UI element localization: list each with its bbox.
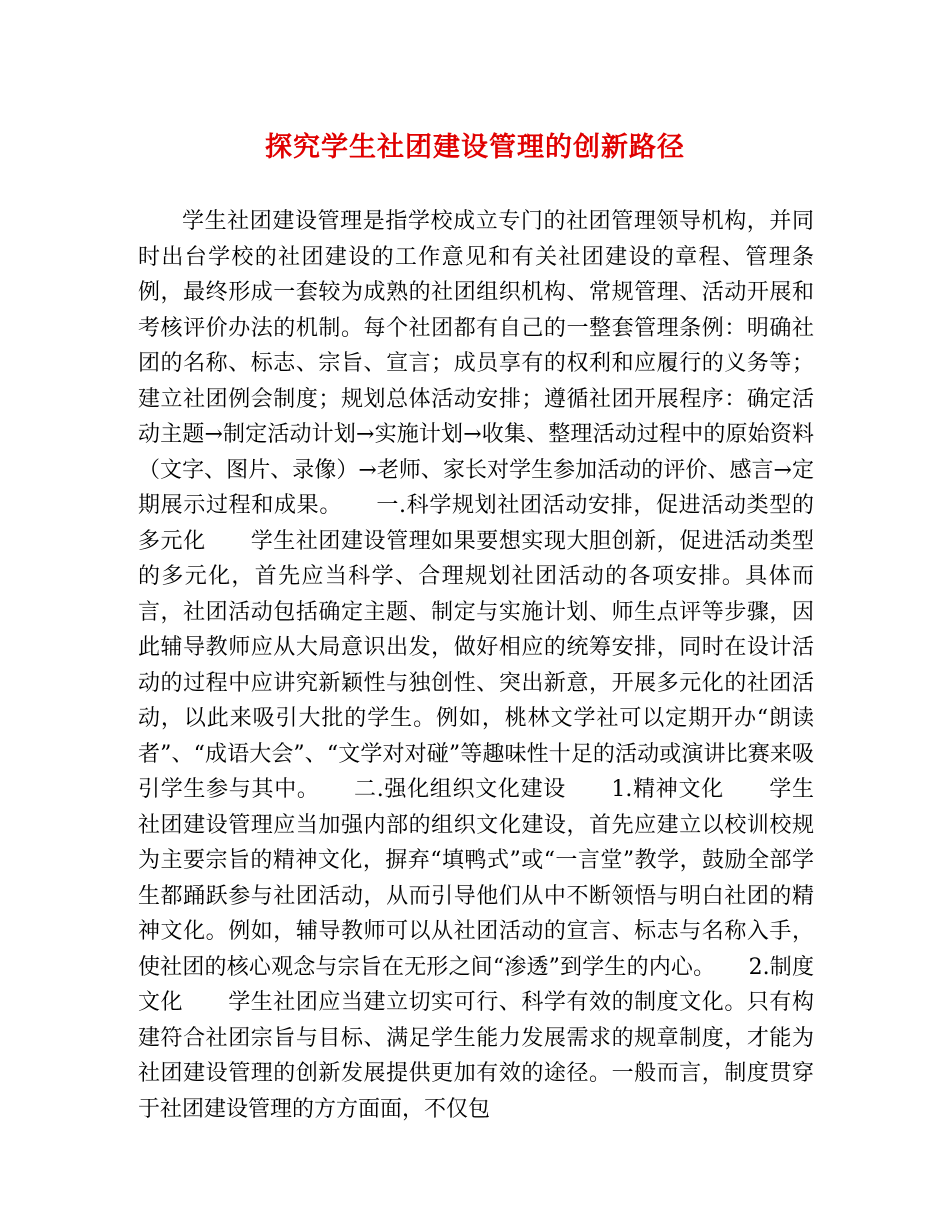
document-title: 探究学生社团建设管理的创新路径	[265, 132, 685, 163]
document-body-paragraph: 学生社团建设管理是指学校成立专门的社团管理领导机构，并同时出台学校的社团建设的工作意见和有关社团建设的章程、管理条例，最终形成一套较为成熟的社团组织机构、常规管理、活动开展和考核评价办法的机制。每个社团都有自己的一整套管理条例：明确社团的名称、标志、宗旨、宣言；成员享有的权利和应履行的义务等；建立社团例会制度；规划总体活动安排；遵循社团开展程序：确定活动主题→制定活动计划→实施计划→收集、整理活动过程中的原始资料（文字、图片、录像）→老师、家长对学生参加活动的评价、感言→定期展示过程和成果。 一.科学规划社团活动安排，促进活动类型的多元化 学生社团建设管理如果要想实现大胆创新，促进活动类型的多元化，首先应当科学、合理规划社团活动的各项安排。具体而言，社团活动包括确定主题、制定与实施计划、师生点评等步骤，因此辅导教师应从大局意识出发，做好相应的统筹安排，同时在设计活动的过程中应讲究新颖性与独创性、突出新意，开展多元化的社团活动，以此来吸引大批的学生。例如，桃林文学社可以定期开办“朗读者”、“成语大会”、“文学对对碰”等趣味性十足的活动或演讲比赛来吸引学生参与其中。 二.强化组织文化建设 1.精神文化 学生社团建设管理应当加强内部的组织文化建设，首先应建立以校训校规为主要宗旨的精神文化，摒弃“填鸭式”或“一言堂”教学，鼓励全部学生都踊跃参与社团活动，从而引导他们从中不断领悟与明白社团的精神文化。例如，辅导教师可以从社团活动的宣言、标志与名称入手，使社团的核心观念与宗旨在无形之间“渗透”到学生的内心。 2.制度文化 学生社团应当建立切实可行、科学有效的制度文化。只有构建符合社团宗旨与目标、满足学生能力发展需求的规章制度，才能为社团建设管理的创新发展提供更加有效的途径。一般而言，制度贯穿于社团建设管理的方方面面，不仅包	[138, 209, 814, 1122]
